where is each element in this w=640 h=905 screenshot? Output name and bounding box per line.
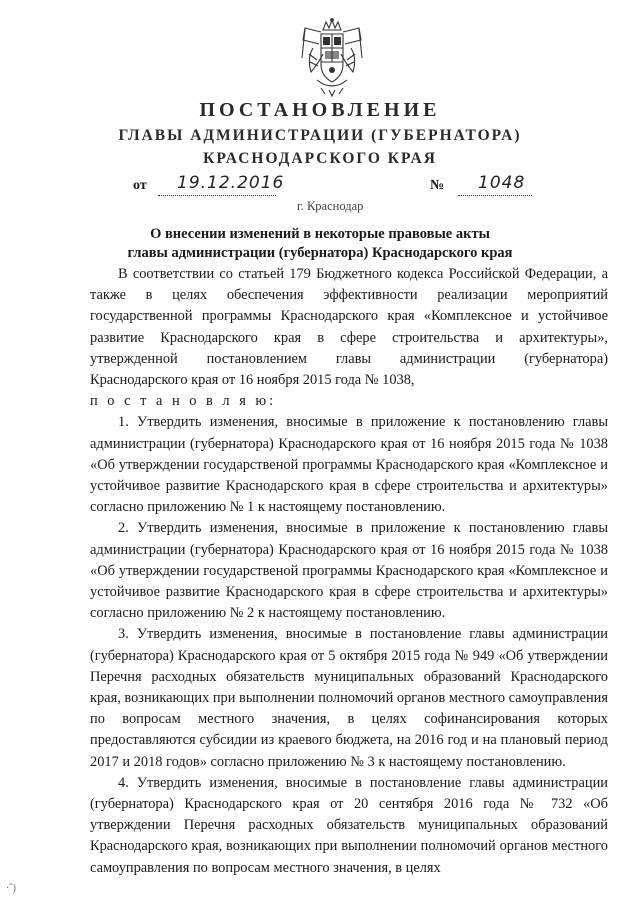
scan-mark: ·ˆ)	[6, 883, 16, 894]
region-heading: КРАСНОДАРСКОГО КРАЯ	[203, 150, 437, 167]
coat-of-arms-icon	[299, 18, 365, 98]
item-3-paragraph: 3. Утвердить изменения, вносимые в постановление главы администрации (губернатора) Краснодарского края от 5 октября 2015 года № 949 «Об утверждении Перечня расходных обязательств муниципальных образований Краснодарского края, возникающих при выполнении полномочий органов местного самоуправления по вопросам местного значения, в целях софинансирования которых предоставляются субсидии из краевого бюджета, на 2016 год и на плановый период 2017 и 2018 годов» согласно приложению № 3 к настоящему постановлению.	[90, 626, 608, 770]
document-type-heading: ПОСТАНОВЛЕНИЕ	[199, 99, 441, 121]
document-title-line2: главы администрации (губернатора) Краснодарского края	[127, 245, 513, 261]
document-number: 1048	[478, 173, 526, 193]
city-label: г. Краснодар	[297, 199, 364, 213]
document-date: 19.12.2016	[177, 173, 285, 193]
item-4-paragraph: 4. Утвердить изменения, вносимые в постановление главы администрации (губернатора) Краснодарского края от 20 сентября 2016 года № 732 «Об утверждении Перечня расходных обязательств муниципальных образований Краснодарского края, возникающих при выполнении полномочий органов местного самоуправления по вопросам местного значения, в целях	[90, 774, 608, 876]
document-title-line1: О внесении изменений в некоторые правовые акты	[150, 226, 490, 242]
issuer-heading: ГЛАВЫ АДМИНИСТРАЦИИ (ГУБЕРНАТОРА)	[118, 127, 522, 144]
document-body	[90, 264, 608, 879]
date-prefix: от	[133, 178, 147, 193]
item-2-paragraph: 2. Утвердить изменения, вносимые в приложение к постановлению главы администрации (губернатора) Краснодарского края от 16 ноября 2015 года № 1038 «Об утверждении государственой программы Краснодарского края «Комплексное и устойчивое развитие Краснодарского края в сфере строительства и архитектуры» согласно приложению № 2 к настоящему постановлению.	[90, 520, 608, 622]
item-1-paragraph: 1. Утвердить изменения, вносимые в приложение к постановлению главы администрации (губернатора) Краснодарского края от 16 ноября 2015 года № 1038 «Об утверждении государственой программы Краснодарского края «Комплексное и устойчивое развитие Краснодарского края в сфере строительства и архитектуры» согласно приложению № 1 к настоящему постановлению.	[90, 414, 608, 516]
number-underline	[458, 195, 532, 196]
decree-word: п о с т а н о в л я ю:	[90, 393, 277, 410]
preamble-paragraph: В соответствии со статьей 179 Бюджетного кодекса Российской Федерации, а также в целях обеспечения эффективности реализации мероприятий государственной программы Краснодарского края «Комплексное и устойчивое развитие Краснодарского края в сфере строительства и архитектуры», утвержденной постановлением главы администрации (губернатора) Краснодарского края от 16 ноября 2015 года № 1038,	[90, 266, 608, 389]
date-underline	[158, 195, 276, 196]
number-prefix: №	[430, 178, 445, 193]
